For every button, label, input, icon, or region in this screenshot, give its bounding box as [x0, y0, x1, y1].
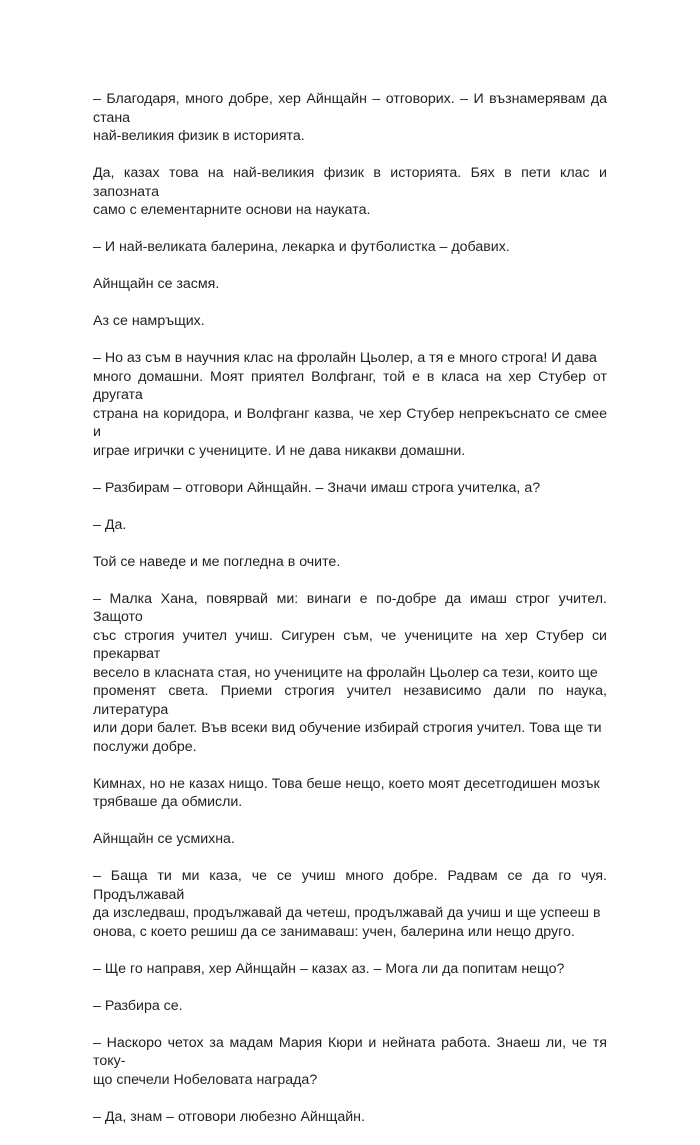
paragraph: Аз се намръщих. — [93, 313, 205, 329]
paragraph: – Да. — [93, 516, 127, 533]
paragraph: – Наскоро четох за мадам Мария Кюри и нейната работа. Знаеш ли, че тя току- що спечели Нобеловата награда? — [93, 1034, 607, 1088]
paragraph: – Ще го направя, хер Айнщайн – казах аз. – Мога ли да попитам нещо? — [93, 960, 565, 977]
paragraph: – Разбира се. — [93, 997, 183, 1014]
paragraph: Айнщайн се усмихна. — [93, 831, 235, 847]
paragraph: Кимнах, но не казах нищо. Това беше нещо, което моят десетгодишен мозък трябваше да обмисли. — [93, 775, 600, 810]
paragraph: – Малка Хана, повярвай ми: винаги е по-добре да имаш строг учител. Защото със строгия учител учиш. Сигурен съм, че учениците на хер Стубер си прекарват весело в класната стая, но учениците на фролайн Цьолер са тези, които ще променят света. Приеми строгия учител независимо дали по наука, литература или дори балет. Във всеки вид обучение избирай строгия учител. Това ще ти послужи добре. — [93, 590, 607, 755]
paragraph: Айнщайн се засмя. — [93, 276, 220, 292]
paragraph: – Но аз съм в научния клас на фролайн Цьолер, а тя е много строга! И дава много домашни. Моят приятел Волфганг, той е в класа на хер Стубер от другата страна на коридора, и Волфганг казва, че хер Стубер непрекъснато се смее и играе игрички с учениците. И не дава никакви домашни. — [93, 350, 607, 459]
paragraph: Да, казах това на най-великия физик в историята. Бях в пети клас и запозната само с елементарните основи на науката. — [93, 165, 607, 218]
paragraph: – Разбирам – отговори Айнщайн. – Значи имаш строга учителка, а? — [93, 479, 541, 496]
paragraph: – И най-великата балерина, лекарка и футболистка – добавих. — [93, 239, 510, 255]
paragraph: Той се наведе и ме погледна в очите. — [93, 553, 341, 570]
paragraph: – Да, знам – отговори любезно Айнщайн. — [93, 1108, 365, 1125]
body-text — [93, 90, 607, 1145]
paragraph: – Благодаря, много добре, хер Айнщайн – отговорих. – И възнамерявам да стана най-великия физик в историята. — [93, 91, 607, 144]
paragraph: – Баща ти ми каза, че се учиш много добре. Радвам се да го чуя. Продължавай да изследваш, продължавай да четеш, продължавай да учиш и ще успееш в онова, с което решиш да се занимаваш: учен, балерина или нещо друго. — [93, 868, 607, 940]
